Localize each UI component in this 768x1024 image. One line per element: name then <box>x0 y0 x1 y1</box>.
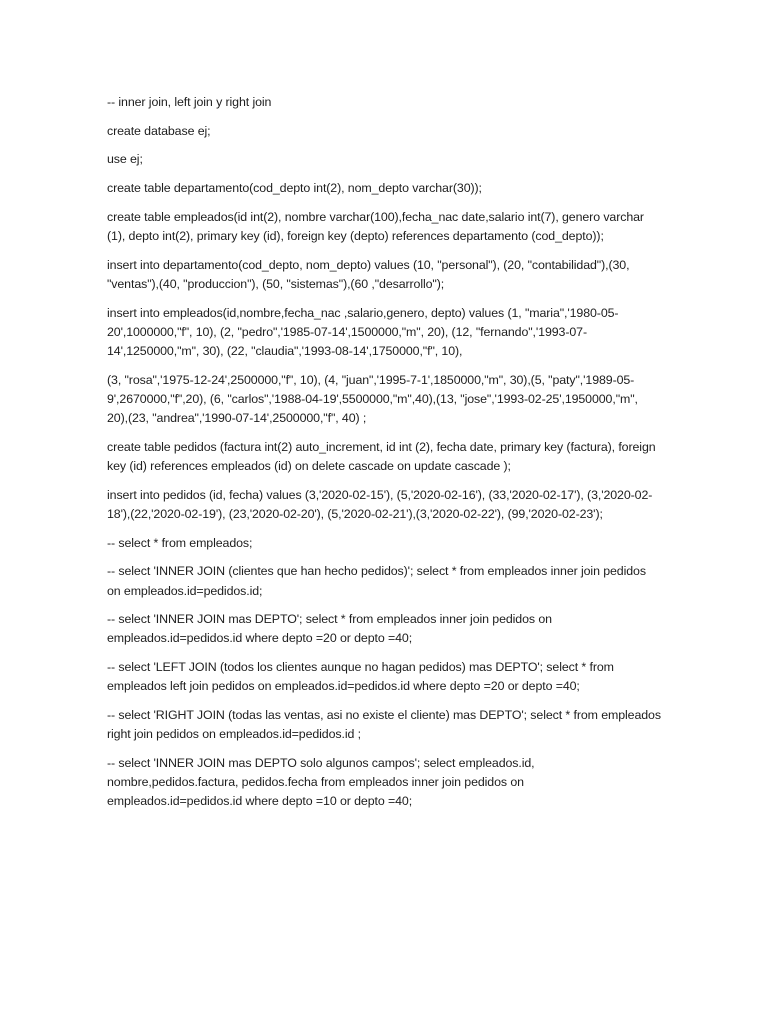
paragraph-create-pedidos: create table pedidos (factura int(2) auto_increment, id int (2), fecha date, primary key (factura), foreign key (id) references empleados (id) on delete cascade on update cascade ); <box>107 439 656 474</box>
paragraph-use-database: use ej; <box>107 152 143 167</box>
paragraph-create-empleados: create table empleados(id int(2), nombre varchar(100),fecha_nac date,salario int(7), genero varchar (1), depto int(2), primary key (id), foreign key (depto) references departamento (cod_depto)); <box>107 209 644 244</box>
paragraph-insert-empleados-2: (3, "rosa",'1975-12-24',2500000,"f", 10), (4, "juan",'1995-7-1',1850000,"m", 30),(5, "paty",'1989-05-9',2670000,"f",20), (6, "carlos",'1988-04-19',5500000,"m",40),(13, "jose",'1993-02-25',1950000,"m", 20),(23, "andrea",'1990-07-14',2500000,"f", 40) ; <box>107 372 638 426</box>
paragraph-insert-pedidos: insert into pedidos (id, fecha) values (3,'2020-02-15'), (5,'2020-02-16'), (33,'2020-02-17'), (3,'2020-02-18'),(22,'2020-02-19'), (23,'2020-02-20'), (5,'2020-02-21'),(3,'2020-02-22'), (99,'2020-02-23'); <box>107 487 653 521</box>
paragraph-insert-empleados-1: insert into empleados(id,nombre,fecha_nac ,salario,genero, depto) values (1, "maria",'1980-05-20',1000000,"f", 10), (2, "pedro",'1985-07-14',1500000,"m", 20), (12, "fernando",'1993-07-14',1250000,"m", 30), (22, "claudia",'1993-08-14',1750000,"f", 10), <box>107 305 619 359</box>
paragraph-inner-join: -- select 'INNER JOIN (clientes que han hecho pedidos)'; select * from empleados inner join pedidos on empleados.id=pedidos.id; <box>107 564 646 598</box>
paragraph-select-empleados: -- select * from empleados; <box>107 535 253 550</box>
paragraph-right-join: -- select 'RIGHT JOIN (todas las ventas, asi no existe el cliente) mas DEPTO'; select * from empleados right join pedidos on empleados.id=pedidos.id ; <box>107 708 661 742</box>
paragraph-create-database: create database ej; <box>107 123 211 138</box>
paragraph-inner-join-depto: -- select 'INNER JOIN mas DEPTO'; select * from empleados inner join pedidos on empleados.id=pedidos.id where depto =20 or depto =40; <box>107 612 552 646</box>
paragraph-comment-title: -- inner join, left join y right join <box>107 95 272 109</box>
paragraph-inner-join-campos: -- select 'INNER JOIN mas DEPTO solo algunos campos'; select empleados.id, nombre,pedidos.factura, pedidos.fecha from empleados inner join pedidos on empleados.id=pedidos.id where depto =10 or depto =40; <box>107 755 535 809</box>
paragraph-left-join: -- select 'LEFT JOIN (todos los clientes aunque no hagan pedidos) mas DEPTO'; select * from empleados left join pedidos on empleados.id=pedidos.id where depto =20 or depto =40; <box>107 660 614 694</box>
paragraph-create-departamento: create table departamento(cod_depto int(2), nom_depto varchar(30)); <box>107 181 482 196</box>
paragraph-insert-departamento: insert into departamento(cod_depto, nom_depto) values (10, "personal"), (20, "contabilidad"),(30, "ventas"),(40, "produccion"), (50, "sistemas"),(60 ,"desarrollo"); <box>107 257 630 291</box>
document-body <box>107 93 662 821</box>
